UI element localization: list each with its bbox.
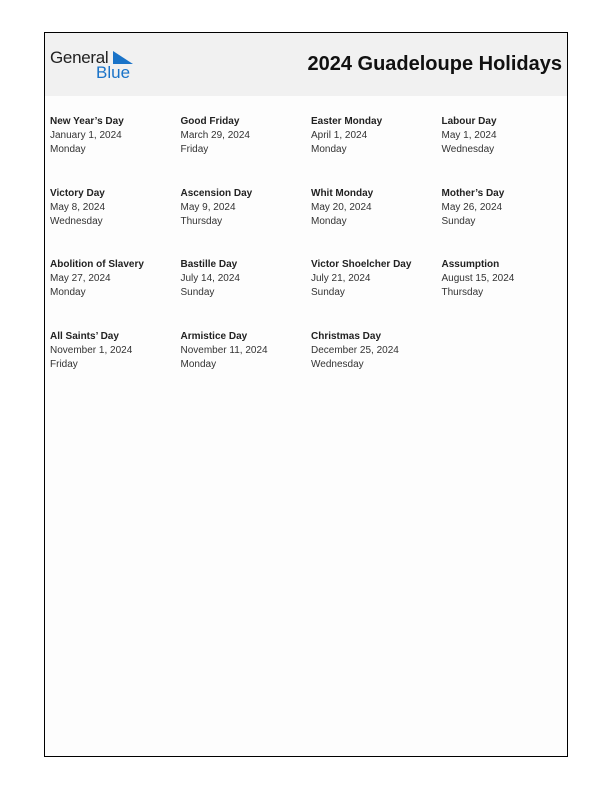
holiday-weekday: Thursday: [441, 287, 484, 299]
holiday-item: [181, 115, 309, 158]
holiday-weekday: Friday: [180, 144, 209, 156]
holiday-name: Bastille Day: [180, 259, 238, 270]
holiday-date: April 1, 2024: [311, 130, 368, 142]
generalblue-logo: [50, 48, 150, 88]
holiday-date: May 8, 2024: [50, 201, 106, 213]
holiday-item: [50, 115, 178, 158]
calendar-page: [44, 32, 568, 757]
holiday-item: [181, 258, 309, 301]
holiday-date: July 21, 2024: [311, 273, 371, 285]
holiday-date: May 9, 2024: [180, 201, 236, 213]
holiday-name: Whit Monday: [311, 187, 374, 199]
holiday-weekday: Wednesday: [311, 358, 364, 370]
holiday-item: [442, 258, 570, 301]
holiday-name: Mother’s Day: [441, 187, 505, 199]
holiday-weekday: Sunday: [180, 287, 215, 299]
holiday-name: New Year’s Day: [50, 116, 124, 127]
holiday-weekday: Sunday: [311, 287, 345, 299]
holiday-item: [50, 258, 178, 301]
holiday-date: May 27, 2024: [50, 273, 111, 285]
holiday-date: November 11, 2024: [180, 344, 268, 356]
holiday-name: Good Friday: [180, 116, 240, 127]
holiday-item: [50, 187, 178, 230]
holiday-date: November 1, 2024: [50, 344, 133, 356]
holiday-weekday: Friday: [50, 358, 78, 370]
holiday-date: August 15, 2024: [441, 273, 515, 285]
holiday-name: Assumption: [441, 259, 500, 270]
holiday-date: July 14, 2024: [180, 273, 240, 285]
holiday-item: [181, 330, 309, 373]
holiday-name: Victor Shoelcher Day: [311, 259, 412, 270]
holiday-name: Ascension Day: [180, 187, 253, 199]
holiday-name: Christmas Day: [311, 330, 382, 342]
holiday-name: All Saints’ Day: [50, 330, 119, 342]
holiday-weekday: Sunday: [441, 215, 476, 227]
holiday-weekday: Monday: [311, 144, 347, 156]
holiday-name: Victory Day: [50, 187, 105, 199]
holiday-date: January 1, 2024: [50, 130, 122, 142]
holiday-item: [181, 187, 309, 230]
holiday-name: Abolition of Slavery: [50, 259, 144, 270]
header-band: [45, 33, 567, 96]
holiday-date: March 29, 2024: [180, 130, 250, 142]
holiday-name: Easter Monday: [311, 116, 383, 127]
holiday-name: Armistice Day: [180, 330, 248, 342]
holiday-item: [311, 115, 439, 158]
holiday-weekday: Thursday: [180, 215, 223, 227]
holiday-date: May 26, 2024: [441, 201, 503, 213]
holiday-item: [311, 258, 439, 301]
holiday-weekday: Monday: [50, 287, 86, 299]
logo-text-general: General: [50, 48, 109, 67]
holiday-item: [311, 187, 439, 230]
holiday-weekday: Wednesday: [441, 144, 495, 156]
holiday-weekday: Monday: [50, 144, 86, 156]
holiday-weekday: Wednesday: [50, 215, 103, 227]
holiday-date: December 25, 2024: [311, 344, 399, 356]
holiday-item: [442, 115, 570, 158]
logo-text-blue: Blue: [96, 63, 131, 82]
holiday-item: [311, 330, 439, 373]
holiday-date: May 1, 2024: [441, 130, 497, 142]
holiday-weekday: Monday: [311, 215, 347, 227]
holiday-date: May 20, 2024: [311, 201, 372, 213]
holiday-weekday: Monday: [180, 358, 217, 370]
page-title: 2024 Guadeloupe Holidays: [307, 53, 562, 75]
holiday-item: [442, 187, 570, 230]
holiday-item: [50, 330, 178, 373]
holiday-name: Labour Day: [441, 116, 497, 127]
